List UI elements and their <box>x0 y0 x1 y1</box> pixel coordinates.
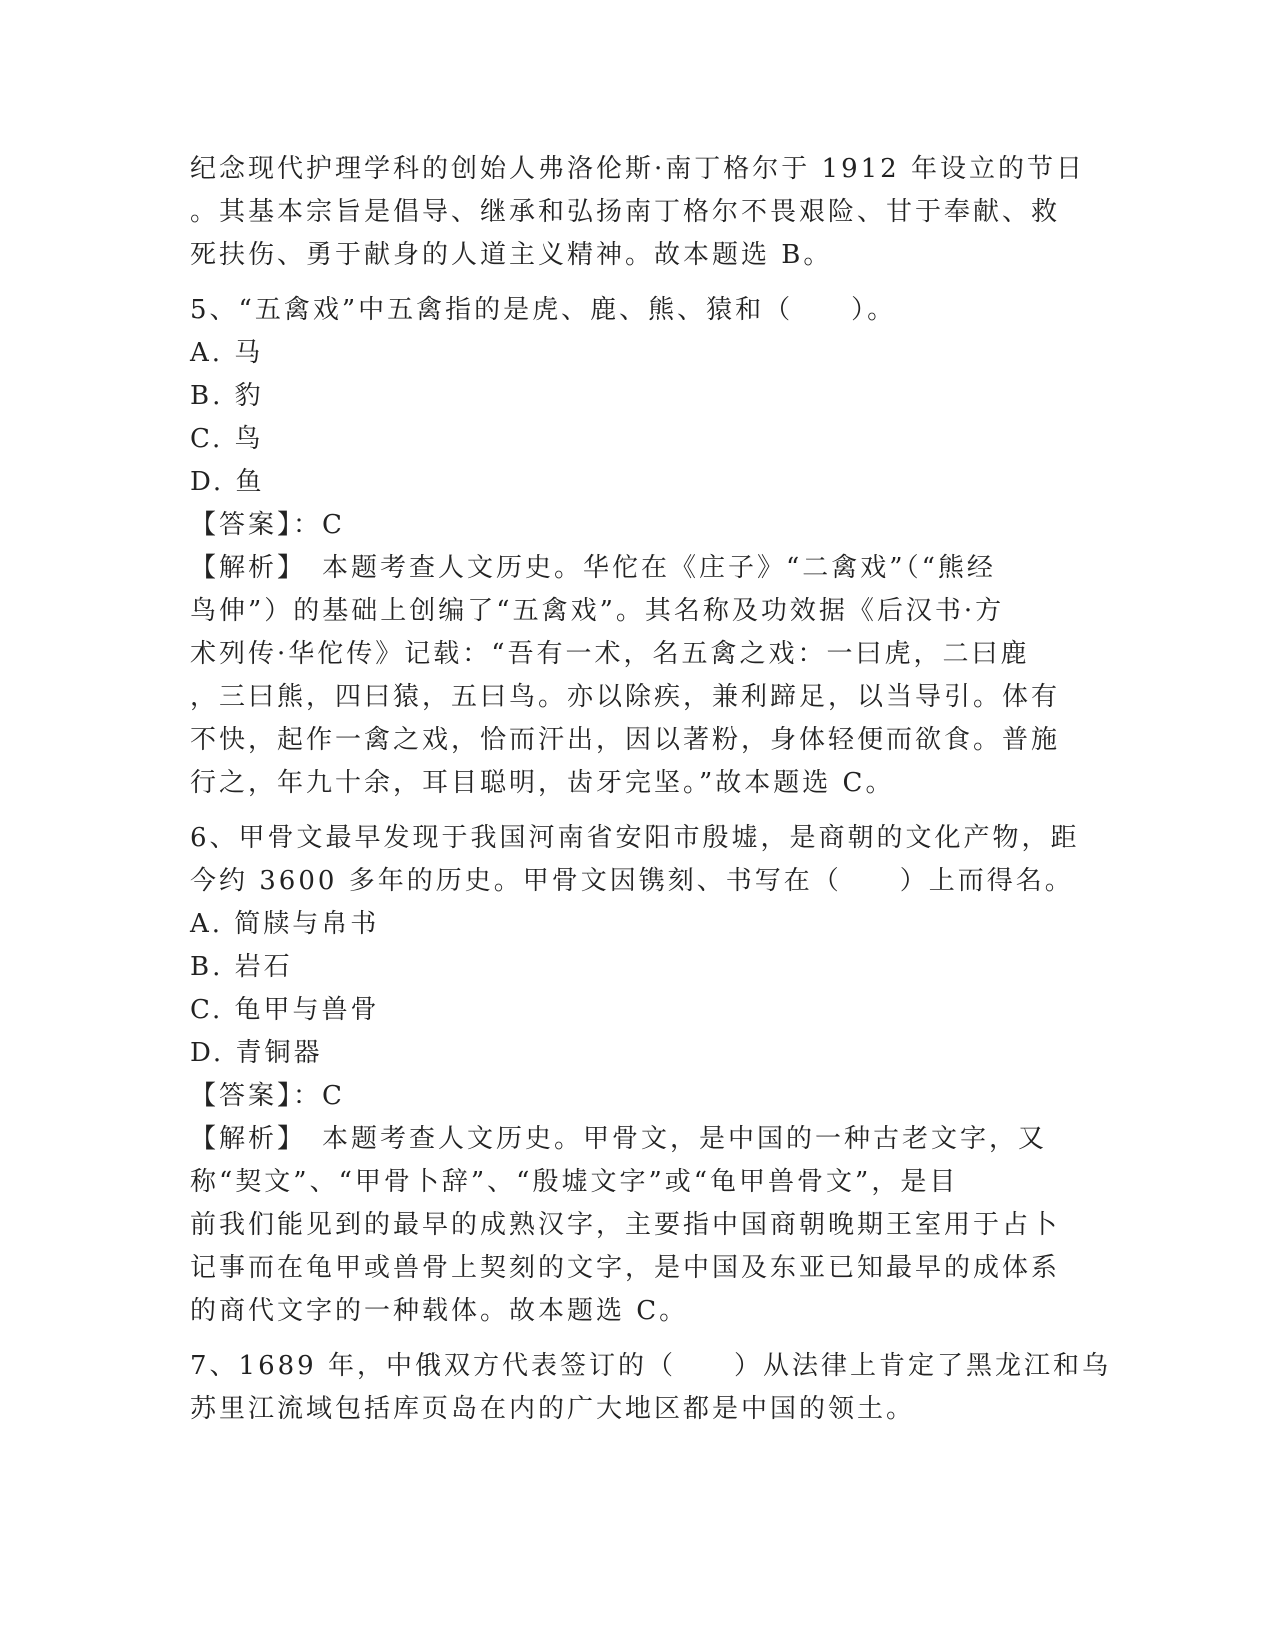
question-stem: 今约 3600 多年的历史。甲骨文因镌刻、书写在（ ）上而得名。 <box>190 866 1074 896</box>
question-6 <box>190 817 1080 1333</box>
question-5 <box>190 289 1080 805</box>
question-7 <box>190 1345 1111 1431</box>
text-line: 纪念现代护理学科的创始人弗洛伦斯·南丁格尔于 1912 年设立的节日 <box>190 154 1085 184</box>
analysis-line: 【解析】 本题考查人文历史。甲骨文，是中国的一种古老文字，又 <box>190 1124 1048 1154</box>
option-b: B. 岩石 <box>190 952 293 982</box>
text-line: 。其基本宗旨是倡导、继承和弘扬南丁格尔不畏艰险、甘于奉献、救 <box>190 197 1061 227</box>
option-c: C. 鸟 <box>190 424 264 454</box>
answer: 【答案】：C <box>190 1081 345 1111</box>
analysis-line: 前我们能见到的最早的成熟汉字，主要指中国商朝晚期王室用于占卜 <box>190 1210 1061 1240</box>
analysis-line: 【解析】 本题考查人文历史。华佗在《庄子》“二禽戏”（“熊经 <box>190 553 996 583</box>
analysis-line: ，三曰熊，四曰猿，五曰鸟。亦以除疾，兼利蹄足，以当导引。体有 <box>190 682 1061 712</box>
analysis-line: 鸟伸”）的基础上创编了“五禽戏”。其名称及功效据《后汉书·方 <box>190 596 1005 626</box>
analysis-line: 记事而在龟甲或兽骨上契刻的文字，是中国及东亚已知最早的成体系 <box>190 1253 1061 1283</box>
question-stem: 7、1689 年，中俄双方代表签订的（ ）从法律上肯定了黑龙江和乌 <box>190 1351 1111 1381</box>
document-page <box>190 148 1111 1431</box>
option-a: A. 简牍与帛书 <box>190 909 380 939</box>
analysis-line: 术列传·华佗传》记载：“吾有一术，名五禽之戏：一曰虎，二曰鹿 <box>190 639 1030 669</box>
option-c: C. 龟甲与兽骨 <box>190 995 380 1025</box>
analysis-line: 的商代文字的一种载体。故本题选 C。 <box>190 1296 689 1326</box>
previous-analysis-continuation <box>190 148 1085 277</box>
analysis-line: 行之，年九十余，耳目聪明，齿牙完坚。”故本题选 C。 <box>190 768 895 798</box>
option-d: D. 青铜器 <box>190 1038 323 1068</box>
option-d: D. 鱼 <box>190 467 265 497</box>
answer: 【答案】：C <box>190 510 345 540</box>
option-b: B. 豹 <box>190 381 264 411</box>
text-line: 死扶伤、勇于献身的人道主义精神。故本题选 B。 <box>190 240 833 270</box>
question-stem: 苏里江流域包括库页岛在内的广大地区都是中国的领土。 <box>190 1394 916 1424</box>
analysis-line: 不快，起作一禽之戏，恰而汗出，因以著粉，身体轻便而欲食。普施 <box>190 725 1061 755</box>
question-stem: 5、“五禽戏”中五禽指的是虎、鹿、熊、猿和（ ）。 <box>190 295 897 325</box>
option-a: A. 马 <box>190 338 264 368</box>
analysis-line: 称“契文”、“甲骨卜辞”、“殷墟文字”或“龟甲兽骨文”，是目 <box>190 1167 959 1197</box>
question-stem: 6、甲骨文最早发现于我国河南省安阳市殷墟，是商朝的文化产物，距 <box>190 823 1080 853</box>
